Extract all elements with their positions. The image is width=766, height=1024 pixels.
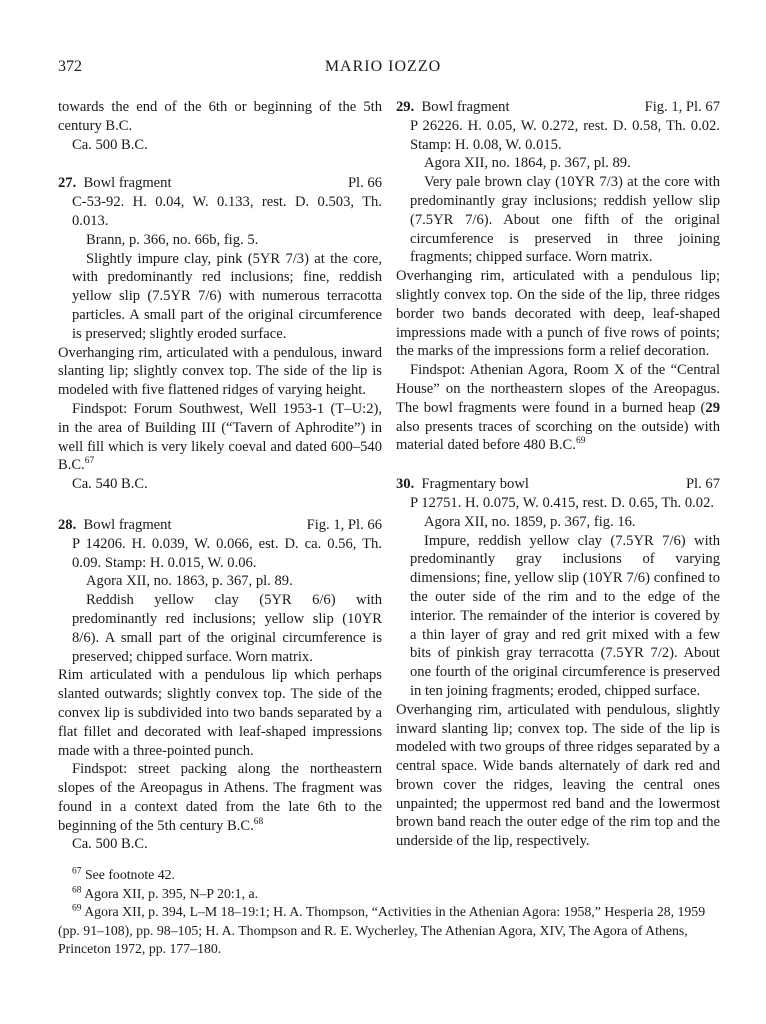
entry-date: Ca. 540 B.C. <box>72 476 148 493</box>
entry-heading <box>58 174 382 193</box>
right-column <box>396 98 720 851</box>
intro-text: towards the end of the 6th or beginning of the 5th century B.C. <box>58 99 382 134</box>
entry-reference: Agora XII, no. 1859, p. 367, fig. 16. <box>424 513 636 530</box>
entry-reference: Brann, p. 366, no. 66b, fig. 5. <box>86 231 259 248</box>
entry-reference: Agora XII, no. 1864, p. 367, pl. 89. <box>424 155 631 172</box>
entry-plates: Pl. 66 <box>347 175 382 192</box>
footnote-68: $^{68}$ Agora XII, p. 395, N–P 20:1, a. <box>72 884 259 901</box>
entry-number: 28. <box>58 516 77 533</box>
intro-date: Ca. 500 B.C. <box>72 136 148 153</box>
catalogue-entry-28 <box>58 516 382 854</box>
entry-plates: Pl. 67 <box>685 476 720 493</box>
entry-number: 27. <box>58 175 77 192</box>
entry-title: Fragmentary bowl <box>421 476 529 493</box>
catalogue-entry-30 <box>396 475 720 851</box>
footnotes <box>58 866 708 959</box>
footnote-67: $^{67}$ See footnote 42. <box>72 866 175 882</box>
catalogue-entry-29 <box>396 98 720 455</box>
catalogue-entry-27 <box>58 174 382 494</box>
entry-dimensions: C-53-92. H. 0.04, W. 0.133, rest. D. 0.503, Th. 0.013. <box>72 194 382 229</box>
entry-number: 30. <box>396 476 415 493</box>
footnote-mark[interactable]: 68 <box>253 816 264 827</box>
entry-findspot: Findspot: Athenian Agora, Room X of the “Central House” on the northeastern slopes of the Areopagus. The bowl fragments were found in a burned heap (29 also presents traces of scorching on the outside) with material dated before 480 B.C.$^{69}$ <box>396 362 720 454</box>
entry-shape-description: Overhanging rim, articulated with pendulous, slightly inward slanting lip; convex top. The side of the lip is modeled with two groups of three ridges separated by a central space. Wide bands alternately of dark red and brown cover the ridges, leaving the central ones unpainted; the uppermost red band and the lowermost brown band reach the outer edge of the rim top and the underside of the lip, respectively. <box>396 701 720 850</box>
entry-reference: Agora XII, no. 1863, p. 367, pl. 89. <box>86 573 293 590</box>
page-number: 372 <box>58 58 82 75</box>
entry-findspot: Findspot: Forum Southwest, Well 1953-1 (T–U:2), in the area of Building III (“Tavern of Aphrodite”) in well fill which is very likely coeval and dated 600–540 B.C.$^{67}$ <box>58 400 382 474</box>
entry-shape-description: Overhanging rim, articulated with a pendulous lip; slightly convex top. On the side of the lip, three ridges border two bands decorated with deep, leaf-shaped impressions made with a punch of five rows of points; the marks of the impressions form a relief decoration. <box>396 268 720 360</box>
entry-clay-description: Reddish yellow clay (5YR 6/6) with predominantly red inclusions; yellow slip (10YR 8/6). A small part of the original circumference is preserved; chipped surface. Worn matrix. <box>72 592 382 665</box>
footnote-69: $^{69}$ Agora XII, p. 394, L–M 18–19:1; H. A. Thompson, “Activities in the Athenian Agora: 1958,” Hesperia 28, 1959 (pp. 91–108), pp. 98–105; H. A. Thompson and R. E. Wycherley, The Athenian Agora, XIV, The Agora of Athens, Princeton 1972, pp. 177–180. <box>58 903 706 956</box>
left-column <box>58 98 382 854</box>
entry-findspot: Findspot: street packing along the northeastern slopes of the Areopagus in Athens. The fragment was found in a context dated from the late 6th to the beginning of the 5th century B.C.$^{68}$ <box>58 761 382 834</box>
entry-plates: Fig. 1, Pl. 66 <box>306 516 382 533</box>
entry-clay-description: Slightly impure clay, pink (5YR 7/3) at the core, with predominantly red inclusions; fine, reddish yellow slip (7.5YR 7/6) with numerous terracotta particles. A small part of the original circumference is preserved; slightly eroded surface. <box>72 250 382 342</box>
entry-title: Bowl fragment <box>83 175 172 192</box>
entry-clay-description: Impure, reddish yellow clay (7.5YR 7/6) with predominantly gray inclusions of varying dimensions; fine, yellow slip (10YR 7/6) confined to the outer side of the rim and to the edge of the interior. The remainder of the interior is covered by a thin layer of gray and red grit mixed with a few bits of pinkish gray terracotta (7.5YR 7/2). About one fourth of the original circumference is preserved in ten joining fragments; eroded, chipped surface. <box>410 532 720 699</box>
page-header <box>58 58 708 80</box>
footnote-mark[interactable]: 69 <box>575 436 586 447</box>
entry-shape-description: Rim articulated with a pendulous lip which perhaps slanted outwards; slightly convex top. The side of the convex lip is subdivided into two bands separated by a flat fillet and decorated with leaf-shaped impressions made with a three-pointed punch. <box>58 667 382 759</box>
entry-clay-description: Very pale brown clay (10YR 7/3) at the core with predominantly gray inclusions; reddish yellow slip (7.5YR 7/6). About one fifth of the original circumference is preserved in three joining fragments; chipped surface. Worn matrix. <box>410 174 720 266</box>
entry-heading <box>396 98 720 117</box>
entry-date: Ca. 500 B.C. <box>72 836 148 853</box>
entry-heading <box>58 516 382 535</box>
entry-number: 29. <box>396 99 415 115</box>
entry-plates: Fig. 1, Pl. 67 <box>644 99 720 115</box>
entry-title: Bowl fragment <box>421 99 510 115</box>
entry-shape-description: Overhanging rim, articulated with a pendulous, inward slanting lip; slightly convex top. The side of the lip is modeled with five flattened ridges of varying height. <box>58 344 382 399</box>
entry-dimensions: P 26226. H. 0.05, W. 0.272, rest. D. 0.58, Th. 0.02. Stamp: H. 0.08, W. 0.015. <box>410 117 720 153</box>
running-title: MARIO IOZZO <box>324 58 442 75</box>
entry-dimensions: P 12751. H. 0.075, W. 0.415, rest. D. 0.65, Th. 0.02. <box>410 494 715 511</box>
entry-heading <box>396 475 720 494</box>
entry-title: Bowl fragment <box>83 516 172 533</box>
entry-dimensions: P 14206. H. 0.039, W. 0.066, est. D. ca. 0.56, Th. 0.09. Stamp: H. 0.015, W. 0.06. <box>72 535 382 571</box>
footnote-mark[interactable]: 67 <box>84 456 95 467</box>
